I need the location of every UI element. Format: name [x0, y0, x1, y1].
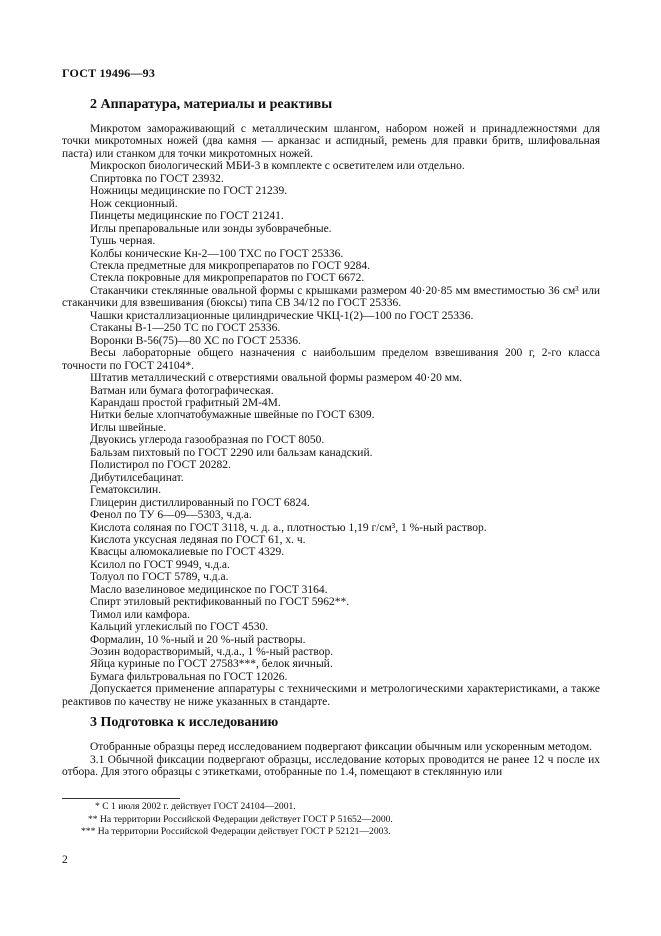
- list-item: Штатив металлический с отверстиями овальной формы размером 40·20 мм.: [90, 372, 463, 385]
- list-item: Спиртовка по ГОСТ 23932.: [90, 172, 224, 185]
- list-item: Нитки белые хлопчатобумажные швейные по ГОСТ 6309.: [90, 409, 375, 422]
- list-item: Иглы швейные.: [90, 421, 167, 434]
- list-item: Колбы конические Кн-2—100 ТХС по ГОСТ 25336.: [90, 247, 344, 260]
- list-item: Стаканчики стеклянные овальной формы с крышками размером 40·20·85 мм вместимостью 36 см³ или стаканчики для взвешивания (бюксы) типа СВ 34/12 по ГОСТ 25336.: [62, 284, 600, 310]
- list-item: Микроскоп биологический МБИ-3 в комплекте с осветителем или отдельно.: [90, 160, 465, 173]
- list-item: Тушь черная.: [90, 235, 156, 248]
- footnotes: [62, 801, 600, 839]
- list-item: Кислота соляная по ГОСТ 3118, ч. д. а., плотностью 1,19 г/см³, 1 %-ный раствор.: [90, 521, 487, 534]
- list-item: Ксилол по ГОСТ 9949, ч.д.а.: [90, 558, 230, 571]
- list-item: Иглы препаровальные или зонды зубоврачебные.: [90, 222, 332, 235]
- list-item: Спирт этиловый ректификованный по ГОСТ 5962**.: [90, 596, 350, 609]
- list-item: Двуокись углерода газообразная по ГОСТ 8050.: [90, 434, 325, 447]
- list-item: Кислота уксусная ледяная по ГОСТ 61, х. ч.: [90, 533, 306, 546]
- section-2-list: [62, 123, 600, 708]
- list-item: Глицерин дистиллированный по ГОСТ 6824.: [90, 496, 310, 509]
- list-item: Пинцеты медицинские по ГОСТ 21241.: [90, 210, 284, 223]
- list-item: Яйца куриные по ГОСТ 27583***, белок яичный.: [90, 658, 333, 671]
- list-item: Полистирол по ГОСТ 20282.: [90, 459, 231, 472]
- list-item: Кальций углекислый по ГОСТ 4530.: [90, 621, 269, 634]
- list-item: Дибутилсебацинат.: [90, 471, 184, 484]
- list-item: Тимол или камфора.: [90, 608, 191, 621]
- page-number: 2: [62, 854, 68, 866]
- list-item: Микротом замораживающий с металлическим шлангом, набором ножей и принадлежностями для точки микротомных ножей (два камня — арканзас и аспидный, ремень для правки бритв, шлифовальная паста) или станком для точки микротомных ножей.: [62, 123, 600, 160]
- list-item: Стаканы В-1—250 ТС по ГОСТ 25336.: [90, 322, 281, 335]
- list-item: Нож секционный.: [90, 197, 178, 210]
- list-item: Весы лабораторные общего назначения с наибольшим пределом взвешивания 200 г, 2-го класса точности по ГОСТ 24104*.: [62, 347, 600, 372]
- list-item: Воронки В-56(75)—80 ХС по ГОСТ 25336.: [90, 334, 301, 347]
- list-item: Толуол по ГОСТ 5789, ч.д.а.: [90, 571, 229, 584]
- section-3-title: 3 Подготовка к исследованию: [90, 715, 279, 730]
- list-item: Стекла предметные для микропрепаратов по ГОСТ 9284.: [90, 259, 370, 272]
- list-item: Фенол по ТУ 6—09—5303, ч.д.а.: [90, 509, 252, 522]
- list-item: Бальзам пихтовый по ГОСТ 2290 или бальзам канадский.: [90, 446, 373, 459]
- list-item: Ватман или бумага фотографическая.: [90, 384, 274, 397]
- footnote-divider: [62, 798, 180, 799]
- footnote: *** На территории Российской Федерации действует ГОСТ Р 52121—2003.: [81, 826, 391, 838]
- list-item: Гематоксилин.: [90, 484, 161, 497]
- list-item: Эозин водорастворимый, ч.д.а., 1 %-ный раствор.: [90, 646, 334, 659]
- list-item: Формалин, 10 %-ный и 20 %-ный растворы.: [90, 633, 306, 646]
- list-item: Карандаш простой графитный 2М-4М.: [90, 396, 281, 409]
- list-item: Допускается применение аппаратуры с техническими и метрологическими характеристиками, а также реактивов по качеству не ниже указанных в стандарте.: [62, 683, 600, 708]
- list-item: Масло вазелиновое медицинское по ГОСТ 3164.: [90, 583, 328, 596]
- list-item: Стекла покровные для микропрепаратов по ГОСТ 6672.: [90, 272, 365, 285]
- list-item: Квасцы алюмокалиевые по ГОСТ 4329.: [90, 546, 285, 559]
- footnote: ** На территории Российской Федерации действует ГОСТ Р 51652—2000.: [88, 813, 393, 825]
- section-3-body: [62, 741, 600, 779]
- paragraph: Отобранные образцы перед исследованием подвергают фиксации обычным или ускоренным методом.: [90, 741, 593, 753]
- section-2-title: 2 Аппаратура, материалы и реактивы: [90, 97, 333, 112]
- footnote: * С 1 июля 2002 г. действует ГОСТ 24104—2001.: [95, 801, 296, 812]
- list-item: Ножницы медицинские по ГОСТ 21239.: [90, 185, 288, 198]
- document-header: ГОСТ 19496—93: [62, 66, 156, 80]
- list-item: Бумага фильтровальная по ГОСТ 12026.: [90, 670, 288, 683]
- paragraph: 3.1 Обычной фиксации подвергают образцы, исследование которых проводится не ранее 12 ч после их отбора. Для этого образцы с этикетками, отобранные по 1.4, помещают в стеклянную или: [62, 753, 600, 779]
- list-item: Чашки кристаллизационные цилиндрические ЧКЦ-1(2)—100 по ГОСТ 25336.: [90, 309, 474, 322]
